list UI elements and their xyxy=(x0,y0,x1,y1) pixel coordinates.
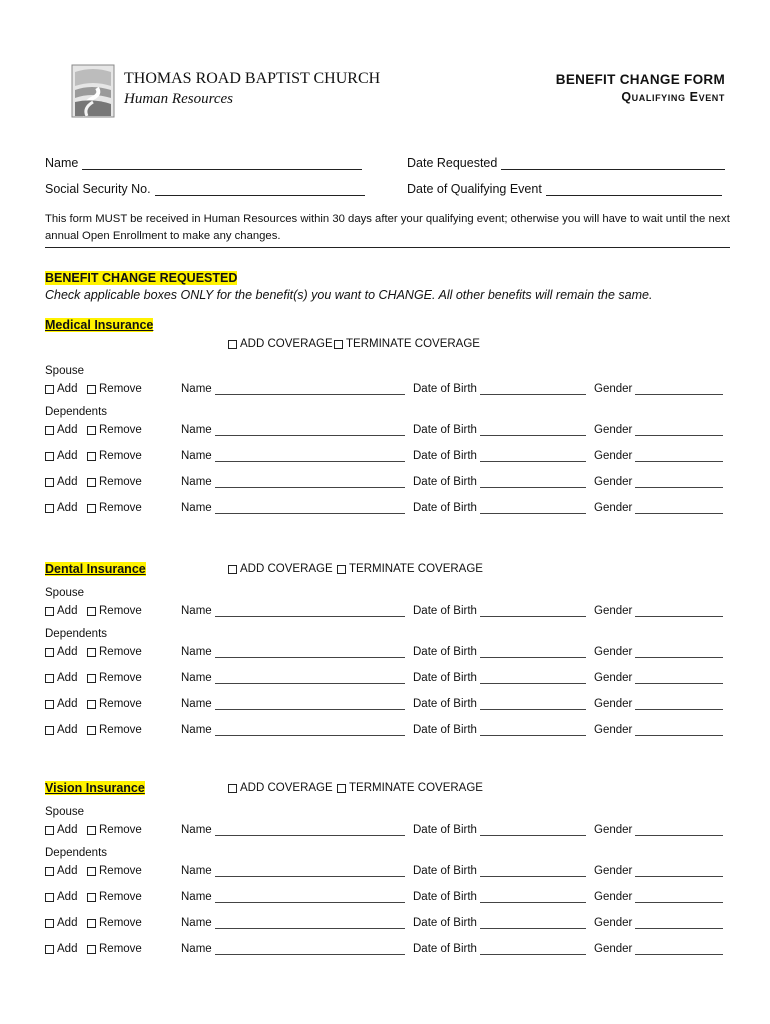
gender-label: Gender xyxy=(594,724,633,736)
remove-label: Remove xyxy=(99,424,142,436)
gender-field[interactable] xyxy=(594,450,723,462)
remove-checkbox[interactable] xyxy=(87,504,96,513)
gender-label: Gender xyxy=(594,383,633,395)
dob-label: Date of Birth xyxy=(413,383,477,395)
remove-option[interactable] xyxy=(87,476,142,488)
person-name-field[interactable] xyxy=(181,724,405,736)
instruction-text: Check applicable boxes ONLY for the benefit(s) you want to CHANGE. All other benefits will remain the same. xyxy=(45,288,653,302)
person-name-line[interactable] xyxy=(215,646,405,658)
person-name-field[interactable] xyxy=(181,450,405,462)
remove-label: Remove xyxy=(99,476,142,488)
gender-field[interactable] xyxy=(594,824,723,836)
person-row xyxy=(45,865,730,881)
gender-field[interactable] xyxy=(594,698,723,710)
person-name-field[interactable] xyxy=(181,698,405,710)
person-name-line[interactable] xyxy=(215,724,405,736)
gender-field[interactable] xyxy=(594,865,723,877)
gender-label: Gender xyxy=(594,502,633,514)
add-option[interactable] xyxy=(45,891,77,903)
remove-option[interactable] xyxy=(87,450,142,462)
add-option[interactable] xyxy=(45,917,77,929)
add-checkbox[interactable] xyxy=(45,385,54,394)
add-label: Add xyxy=(57,724,78,736)
dob-line[interactable] xyxy=(480,502,586,514)
gender-label: Gender xyxy=(594,672,633,684)
remove-label: Remove xyxy=(99,698,142,710)
remove-option[interactable] xyxy=(87,424,142,436)
dob-line[interactable] xyxy=(480,605,586,617)
section-title: Vision Insurance xyxy=(45,781,145,795)
remove-label: Remove xyxy=(99,724,142,736)
gender-line[interactable] xyxy=(635,724,723,736)
remove-label: Remove xyxy=(99,917,142,929)
person-name-field[interactable] xyxy=(181,891,405,903)
gender-label: Gender xyxy=(594,424,633,436)
person-name-field[interactable] xyxy=(181,943,405,955)
person-row xyxy=(45,646,730,662)
remove-checkbox[interactable] xyxy=(87,648,96,657)
add-checkbox[interactable] xyxy=(45,607,54,616)
remove-label: Remove xyxy=(99,605,142,617)
add-checkbox[interactable] xyxy=(45,426,54,435)
add-checkbox[interactable] xyxy=(45,504,54,513)
notice-text: This form MUST be received in Human Resources within 30 days after your qualifying event; otherwise you will have to wait until the next annual Open Enrollment to make any changes. xyxy=(45,211,730,248)
add-checkbox[interactable] xyxy=(45,648,54,657)
person-name-label: Name xyxy=(181,605,212,617)
person-row xyxy=(45,605,730,621)
dob-line[interactable] xyxy=(480,865,586,877)
dob-label: Date of Birth xyxy=(413,891,477,903)
person-row xyxy=(45,943,730,959)
add-option[interactable] xyxy=(45,672,77,684)
person-name-line[interactable] xyxy=(215,891,405,903)
organization-name: THOMAS ROAD BAPTIST CHURCH xyxy=(124,70,381,87)
person-row xyxy=(45,450,730,466)
add-label: Add xyxy=(57,824,78,836)
gender-field[interactable] xyxy=(594,502,723,514)
person-name-line[interactable] xyxy=(215,672,405,684)
dob-field[interactable] xyxy=(413,646,586,658)
add-coverage-checkbox[interactable] xyxy=(228,784,237,793)
dob-line[interactable] xyxy=(480,383,586,395)
gender-line[interactable] xyxy=(635,424,723,436)
add-option[interactable] xyxy=(45,943,77,955)
dob-line[interactable] xyxy=(480,450,586,462)
add-checkbox[interactable] xyxy=(45,867,54,876)
dob-field[interactable] xyxy=(413,424,586,436)
person-name-field[interactable] xyxy=(181,917,405,929)
gender-line[interactable] xyxy=(635,646,723,658)
section-vision-insurance xyxy=(0,781,770,955)
person-name-label: Name xyxy=(181,424,212,436)
church-logo xyxy=(71,64,115,118)
person-name-field[interactable] xyxy=(181,383,405,395)
person-name-line[interactable] xyxy=(215,865,405,877)
remove-checkbox[interactable] xyxy=(87,426,96,435)
person-name-line[interactable] xyxy=(215,605,405,617)
dob-field[interactable] xyxy=(413,383,586,395)
person-name-field[interactable] xyxy=(181,865,405,877)
person-name-label: Name xyxy=(181,502,212,514)
dob-field[interactable] xyxy=(413,698,586,710)
remove-checkbox[interactable] xyxy=(87,826,96,835)
person-name-label: Name xyxy=(181,824,212,836)
add-option[interactable] xyxy=(45,605,77,617)
remove-label: Remove xyxy=(99,450,142,462)
dob-label: Date of Birth xyxy=(413,605,477,617)
add-option[interactable] xyxy=(45,646,77,658)
gender-line[interactable] xyxy=(635,891,723,903)
ssn-label: Social Security No. xyxy=(45,182,151,196)
change-requested-heading: BENEFIT CHANGE REQUESTED xyxy=(45,271,238,285)
person-name-field[interactable] xyxy=(181,824,405,836)
person-name-line[interactable] xyxy=(215,450,405,462)
dob-line[interactable] xyxy=(480,824,586,836)
gender-line[interactable] xyxy=(635,824,723,836)
add-option[interactable] xyxy=(45,450,77,462)
remove-option[interactable] xyxy=(87,502,142,514)
gender-label: Gender xyxy=(594,943,633,955)
add-checkbox[interactable] xyxy=(45,919,54,928)
add-label: Add xyxy=(57,424,78,436)
add-checkbox[interactable] xyxy=(45,478,54,487)
add-coverage-option[interactable] xyxy=(228,782,333,794)
remove-checkbox[interactable] xyxy=(87,945,96,954)
add-label: Add xyxy=(57,450,78,462)
add-coverage-label: ADD COVERAGE xyxy=(240,782,333,794)
person-name-label: Name xyxy=(181,672,212,684)
dob-line[interactable] xyxy=(480,672,586,684)
dob-line[interactable] xyxy=(480,646,586,658)
gender-line[interactable] xyxy=(635,672,723,684)
gender-field[interactable] xyxy=(594,383,723,395)
remove-checkbox[interactable] xyxy=(87,867,96,876)
add-label: Add xyxy=(57,943,78,955)
remove-checkbox[interactable] xyxy=(87,452,96,461)
remove-checkbox[interactable] xyxy=(87,478,96,487)
terminate-coverage-label: TERMINATE COVERAGE xyxy=(346,338,480,350)
gender-label: Gender xyxy=(594,476,633,488)
spouse-label: Spouse xyxy=(45,587,85,599)
person-row xyxy=(45,424,730,440)
gender-label: Gender xyxy=(594,917,633,929)
dependents-label: Dependents xyxy=(45,847,108,859)
section-title: Medical Insurance xyxy=(45,318,154,332)
dob-field[interactable] xyxy=(413,724,586,736)
gender-line[interactable] xyxy=(635,605,723,617)
person-row xyxy=(45,917,730,933)
add-label: Add xyxy=(57,502,78,514)
dob-line[interactable] xyxy=(480,424,586,436)
add-option[interactable] xyxy=(45,476,77,488)
dob-field[interactable] xyxy=(413,672,586,684)
terminate-coverage-label: TERMINATE COVERAGE xyxy=(349,782,483,794)
remove-checkbox[interactable] xyxy=(87,700,96,709)
person-row xyxy=(45,672,730,688)
qualifying-date-line[interactable] xyxy=(546,183,722,196)
dependents-label: Dependents xyxy=(45,628,108,640)
dob-field[interactable] xyxy=(413,824,586,836)
remove-label: Remove xyxy=(99,943,142,955)
dob-field[interactable] xyxy=(413,605,586,617)
form-title: BENEFIT CHANGE FORM xyxy=(555,72,725,87)
dob-label: Date of Birth xyxy=(413,824,477,836)
gender-field[interactable] xyxy=(594,672,723,684)
remove-checkbox[interactable] xyxy=(87,726,96,735)
add-coverage-label: ADD COVERAGE xyxy=(240,338,333,350)
remove-label: Remove xyxy=(99,672,142,684)
remove-option[interactable] xyxy=(87,383,142,395)
gender-line[interactable] xyxy=(635,943,723,955)
dob-label: Date of Birth xyxy=(413,646,477,658)
gender-field[interactable] xyxy=(594,724,723,736)
dob-label: Date of Birth xyxy=(413,502,477,514)
terminate-coverage-checkbox[interactable] xyxy=(337,784,346,793)
terminate-coverage-option[interactable] xyxy=(334,338,480,350)
gender-label: Gender xyxy=(594,698,633,710)
date-requested-label: Date Requested xyxy=(407,156,498,170)
person-name-field[interactable] xyxy=(181,646,405,658)
remove-option[interactable] xyxy=(87,698,142,710)
form-subtitle: Qualifying Event xyxy=(621,90,725,104)
person-row xyxy=(45,698,730,714)
dob-field[interactable] xyxy=(413,476,586,488)
remove-label: Remove xyxy=(99,502,142,514)
person-name-label: Name xyxy=(181,646,212,658)
person-row xyxy=(45,502,730,518)
department-name: Human Resources xyxy=(124,91,234,107)
date-requested-field[interactable] xyxy=(407,156,725,170)
dob-field[interactable] xyxy=(413,917,586,929)
remove-option[interactable] xyxy=(87,672,142,684)
person-name-line[interactable] xyxy=(215,824,405,836)
terminate-coverage-label: TERMINATE COVERAGE xyxy=(349,563,483,575)
person-name-label: Name xyxy=(181,383,212,395)
remove-label: Remove xyxy=(99,646,142,658)
gender-label: Gender xyxy=(594,824,633,836)
person-name-field[interactable] xyxy=(181,476,405,488)
person-name-field[interactable] xyxy=(181,605,405,617)
person-name-label: Name xyxy=(181,943,212,955)
terminate-coverage-checkbox[interactable] xyxy=(334,340,343,349)
person-name-label: Name xyxy=(181,724,212,736)
dob-line[interactable] xyxy=(480,476,586,488)
gender-line[interactable] xyxy=(635,917,723,929)
add-checkbox[interactable] xyxy=(45,452,54,461)
gender-field[interactable] xyxy=(594,605,723,617)
add-label: Add xyxy=(57,891,78,903)
person-name-line[interactable] xyxy=(215,943,405,955)
gender-line[interactable] xyxy=(635,502,723,514)
dob-label: Date of Birth xyxy=(413,917,477,929)
remove-option[interactable] xyxy=(87,891,142,903)
add-option[interactable] xyxy=(45,724,77,736)
add-option[interactable] xyxy=(45,502,77,514)
dob-field[interactable] xyxy=(413,891,586,903)
gender-label: Gender xyxy=(594,891,633,903)
remove-label: Remove xyxy=(99,891,142,903)
add-label: Add xyxy=(57,672,78,684)
person-name-label: Name xyxy=(181,450,212,462)
gender-field[interactable] xyxy=(594,476,723,488)
person-name-label: Name xyxy=(181,698,212,710)
name-line[interactable] xyxy=(82,157,362,170)
add-coverage-option[interactable] xyxy=(228,338,333,350)
add-checkbox[interactable] xyxy=(45,893,54,902)
add-checkbox[interactable] xyxy=(45,726,54,735)
section-dental-insurance xyxy=(0,562,770,736)
add-label: Add xyxy=(57,646,78,658)
add-label: Add xyxy=(57,865,78,877)
dob-label: Date of Birth xyxy=(413,476,477,488)
gender-label: Gender xyxy=(594,605,633,617)
person-name-label: Name xyxy=(181,476,212,488)
dob-label: Date of Birth xyxy=(413,943,477,955)
add-option[interactable] xyxy=(45,383,77,395)
add-option[interactable] xyxy=(45,424,77,436)
remove-checkbox[interactable] xyxy=(87,674,96,683)
dependents-label: Dependents xyxy=(45,406,108,418)
remove-option[interactable] xyxy=(87,824,142,836)
dob-label: Date of Birth xyxy=(413,424,477,436)
dob-label: Date of Birth xyxy=(413,724,477,736)
dob-line[interactable] xyxy=(480,698,586,710)
dob-label: Date of Birth xyxy=(413,865,477,877)
dob-line[interactable] xyxy=(480,891,586,903)
dob-field[interactable] xyxy=(413,502,586,514)
person-row xyxy=(45,383,730,399)
person-name-line[interactable] xyxy=(215,502,405,514)
person-name-line[interactable] xyxy=(215,476,405,488)
person-name-field[interactable] xyxy=(181,424,405,436)
gender-field[interactable] xyxy=(594,891,723,903)
gender-line[interactable] xyxy=(635,698,723,710)
dob-label: Date of Birth xyxy=(413,672,477,684)
remove-label: Remove xyxy=(99,383,142,395)
qualifying-date-field[interactable] xyxy=(407,182,722,196)
person-name-label: Name xyxy=(181,865,212,877)
gender-label: Gender xyxy=(594,646,633,658)
person-row xyxy=(45,824,730,840)
person-name-line[interactable] xyxy=(215,424,405,436)
spouse-label: Spouse xyxy=(45,365,85,377)
remove-checkbox[interactable] xyxy=(87,385,96,394)
add-option[interactable] xyxy=(45,824,77,836)
add-coverage-label: ADD COVERAGE xyxy=(240,563,333,575)
qualifying-date-label: Date of Qualifying Event xyxy=(407,182,542,196)
add-option[interactable] xyxy=(45,865,77,877)
person-name-label: Name xyxy=(181,917,212,929)
add-checkbox[interactable] xyxy=(45,826,54,835)
person-name-label: Name xyxy=(181,891,212,903)
add-checkbox[interactable] xyxy=(45,700,54,709)
person-name-line[interactable] xyxy=(215,383,405,395)
name-field[interactable] xyxy=(45,156,362,170)
add-checkbox[interactable] xyxy=(45,674,54,683)
dob-field[interactable] xyxy=(413,865,586,877)
remove-option[interactable] xyxy=(87,605,142,617)
remove-label: Remove xyxy=(99,865,142,877)
gender-line[interactable] xyxy=(635,476,723,488)
person-name-field[interactable] xyxy=(181,672,405,684)
add-coverage-checkbox[interactable] xyxy=(228,565,237,574)
add-option[interactable] xyxy=(45,698,77,710)
add-label: Add xyxy=(57,917,78,929)
add-label: Add xyxy=(57,698,78,710)
gender-line[interactable] xyxy=(635,450,723,462)
remove-option[interactable] xyxy=(87,865,142,877)
remove-option[interactable] xyxy=(87,943,142,955)
gender-line[interactable] xyxy=(635,865,723,877)
person-row xyxy=(45,476,730,492)
ssn-line[interactable] xyxy=(155,183,365,196)
dob-line[interactable] xyxy=(480,943,586,955)
gender-field[interactable] xyxy=(594,646,723,658)
gender-label: Gender xyxy=(594,450,633,462)
gender-field[interactable] xyxy=(594,424,723,436)
add-label: Add xyxy=(57,605,78,617)
remove-checkbox[interactable] xyxy=(87,893,96,902)
add-coverage-option[interactable] xyxy=(228,563,333,575)
gender-field[interactable] xyxy=(594,917,723,929)
dob-label: Date of Birth xyxy=(413,450,477,462)
dob-label: Date of Birth xyxy=(413,698,477,710)
person-row xyxy=(45,891,730,907)
dob-field[interactable] xyxy=(413,450,586,462)
gender-field[interactable] xyxy=(594,943,723,955)
person-name-line[interactable] xyxy=(215,917,405,929)
add-coverage-checkbox[interactable] xyxy=(228,340,237,349)
gender-label: Gender xyxy=(594,865,633,877)
ssn-field[interactable] xyxy=(45,182,365,196)
dob-line[interactable] xyxy=(480,724,586,736)
add-label: Add xyxy=(57,383,78,395)
gender-line[interactable] xyxy=(635,383,723,395)
section-medical-insurance xyxy=(0,318,770,514)
remove-label: Remove xyxy=(99,824,142,836)
dob-field[interactable] xyxy=(413,943,586,955)
remove-option[interactable] xyxy=(87,646,142,658)
terminate-coverage-checkbox[interactable] xyxy=(337,565,346,574)
terminate-coverage-option[interactable] xyxy=(337,782,483,794)
remove-checkbox[interactable] xyxy=(87,607,96,616)
add-label: Add xyxy=(57,476,78,488)
person-name-line[interactable] xyxy=(215,698,405,710)
person-name-field[interactable] xyxy=(181,502,405,514)
person-row xyxy=(45,724,730,740)
terminate-coverage-option[interactable] xyxy=(337,563,483,575)
dob-line[interactable] xyxy=(480,917,586,929)
name-label: Name xyxy=(45,156,79,170)
remove-option[interactable] xyxy=(87,917,142,929)
spouse-label: Spouse xyxy=(45,806,85,818)
remove-option[interactable] xyxy=(87,724,142,736)
section-title: Dental Insurance xyxy=(45,562,146,576)
remove-checkbox[interactable] xyxy=(87,919,96,928)
add-checkbox[interactable] xyxy=(45,945,54,954)
date-requested-line[interactable] xyxy=(501,157,725,170)
